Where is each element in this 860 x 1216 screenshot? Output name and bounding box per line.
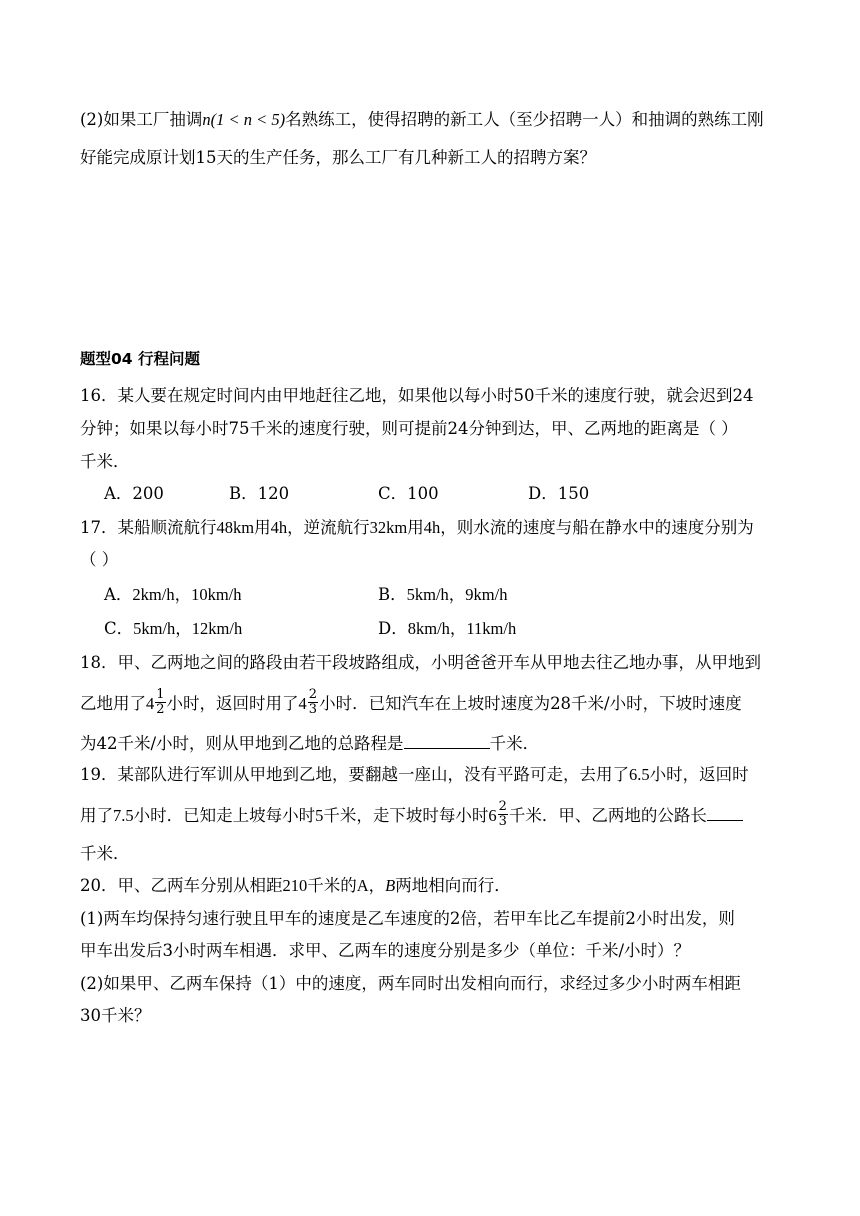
fraction-denominator: 3 — [498, 814, 507, 829]
q19-math: 7.5 — [113, 806, 134, 825]
fraction-numerator: 2 — [498, 799, 507, 814]
q20-text: 20．甲、乙两车分别从相距 — [80, 876, 283, 895]
q20-math: 210 — [282, 876, 308, 895]
q20-text: 千米的 — [307, 876, 357, 895]
q17-option-b — [378, 583, 507, 607]
q18-text: 千米． — [489, 734, 540, 753]
q16-line2: 分钟；如果以每小时75千米的速度行驶，则可提前24分钟到达，甲、乙两地的距离是（ ） — [80, 419, 738, 438]
q17-option-value: 8km/h，11km/h — [407, 619, 517, 638]
q17-option-a — [104, 583, 242, 607]
q18-line1: 18．甲、乙两地之间的路段由若干段坡路组成，小明爸爸开车从甲地去往乙地办事，从甲地到 — [80, 653, 761, 672]
q16-option-a: A．200 — [104, 484, 164, 503]
q18-text: 小时．已知汽车在上坡时速度为28千米/小时，下坡时速度 — [319, 694, 742, 713]
fraction-numerator: 1 — [156, 687, 165, 702]
q19-math: 5 — [315, 806, 324, 825]
q17-math: 32km — [369, 518, 408, 537]
q20-part1-line2: 甲车出发后3小时两车相遇．求甲、乙两车的速度分别是多少（单位：千米/小时）？ — [80, 941, 691, 960]
q19-text: 用了 — [80, 806, 113, 825]
q17-option-label: C． — [104, 619, 134, 638]
q20-part2-line1: (2)如果甲、乙两车保持（1）中的速度，两车同时出发相向而行，求经过多少小时两车相距 — [80, 974, 741, 993]
q18-text: 小时，返回时用了 — [166, 694, 299, 713]
q18-line3 — [80, 730, 539, 756]
q17-option-label: B． — [378, 585, 407, 604]
q17-math: 48km — [216, 518, 255, 537]
q19-line1 — [80, 763, 749, 787]
q19-text: 千米．甲、乙两地的公路长 — [508, 806, 707, 825]
q15-part2-math: n(1 < n < 5) — [202, 110, 286, 129]
q15-part2-line2: 好能完成原计划15天的生产任务，那么工厂有几种新工人的招聘方案？ — [80, 148, 596, 167]
q20-text: 两地相向而行． — [395, 876, 511, 895]
q17-option-c — [104, 617, 242, 641]
q19-text: 小时．已知走上坡每小时 — [133, 806, 316, 825]
q19-math: 6.5 — [629, 765, 650, 784]
q19-line3: 千米． — [80, 844, 130, 863]
q17-text: ，逆流航行 — [287, 518, 370, 537]
q15-part2-line1 — [80, 108, 764, 132]
q17-text: 用 — [254, 518, 271, 537]
q18-mixed-whole: 4 — [146, 694, 155, 713]
q18-fraction-1 — [155, 688, 165, 717]
q17-text: 用 — [407, 518, 424, 537]
q20-text: ， — [368, 876, 386, 895]
q17-math: 4h — [270, 518, 288, 537]
q17-option-value: 5km/h，12km/h — [133, 619, 243, 638]
q18-line2 — [80, 687, 742, 719]
q18-fraction-2 — [308, 688, 318, 717]
q17-line1 — [80, 516, 754, 540]
q20-part1-line1: (1)两车均保持匀速行驶且甲车的速度是乙车速度的2倍，若甲车比乙车提前2小时出发，则 — [80, 909, 735, 928]
q19-text: 小时，返回时 — [649, 765, 749, 784]
q16-option-b: B．120 — [229, 484, 290, 503]
section-title: 题型04 行程问题 — [80, 350, 200, 368]
fraction-denominator: 3 — [308, 702, 318, 717]
fraction-denominator: 2 — [156, 702, 165, 717]
q19-line2 — [80, 799, 743, 831]
q17-option-value: 2km/h，10km/h — [132, 585, 242, 604]
q16-line1: 16．某人要在规定时间内由甲地赶往乙地，如果他以每小时50千米的速度行驶，就会迟到24 — [80, 386, 754, 405]
q20-part2-line2: 30千米？ — [80, 1006, 151, 1025]
q19-mixed-whole: 6 — [488, 806, 497, 825]
q20-math: B — [385, 876, 396, 895]
q17-text: 17．某船顺流航行 — [80, 518, 217, 537]
q18-text: 为42千米/小时，则从甲地到乙地的总路程是 — [80, 734, 404, 753]
q17-option-label: D． — [378, 619, 408, 638]
answer-blank[interactable] — [707, 802, 743, 821]
q15-part2-text: 名熟练工，使得招聘的新工人（至少招聘一人）和抽调的熟练工刚 — [285, 110, 764, 129]
q18-mixed-whole: 4 — [298, 694, 307, 713]
q20-math: A — [356, 876, 369, 895]
q15-part2-text: (2)如果工厂抽调 — [80, 110, 203, 129]
q16-line3: 千米． — [80, 452, 130, 471]
q17-option-value: 5km/h，9km/h — [406, 585, 508, 604]
q16-option-c: C．100 — [378, 484, 439, 503]
q17-text: ，则水流的速度与船在静水中的速度分别为 — [440, 518, 754, 537]
q19-text: 千米，走下坡时每小时 — [323, 806, 489, 825]
fraction-numerator: 2 — [308, 687, 318, 702]
answer-blank[interactable] — [404, 730, 490, 749]
q20-line1 — [80, 874, 511, 898]
q17-option-label: A． — [104, 585, 133, 604]
q17-math: 4h — [423, 518, 441, 537]
q18-text: 乙地用了 — [80, 694, 146, 713]
q19-fraction — [498, 800, 508, 829]
q17-line2: （ ） — [80, 550, 119, 569]
q16-option-d: D．150 — [528, 484, 590, 503]
q19-text: 19．某部队进行军训从甲地到乙地，要翻越一座山，没有平路可走，去用了 — [80, 765, 629, 784]
q17-option-d — [378, 617, 516, 641]
